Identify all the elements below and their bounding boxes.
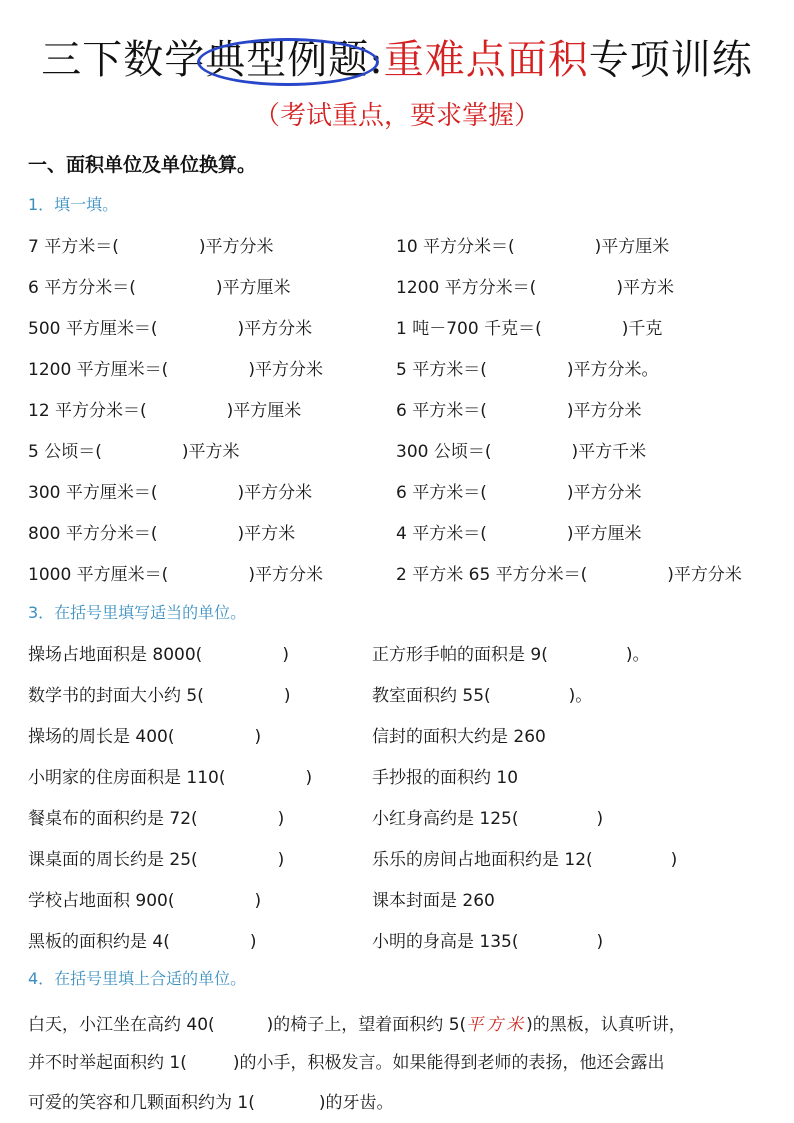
- question-text: 10 平方分米＝(: [396, 237, 515, 257]
- unit-text: ): [249, 932, 257, 952]
- title-part5: 专项训练: [588, 37, 753, 83]
- q1-row-right: [396, 314, 662, 339]
- q3-row-left: [28, 681, 291, 706]
- question-text: 1200 平方厘米＝(: [28, 360, 169, 380]
- q3-row-left: [28, 927, 257, 952]
- unit-text: )。: [568, 686, 593, 706]
- q1-row-right: [396, 355, 659, 380]
- question-text: 4 平方米＝(: [396, 524, 487, 544]
- unit-text: ): [283, 686, 291, 706]
- q3-row-right: [372, 640, 650, 665]
- q1-row-right: [396, 478, 642, 503]
- question-text: 操场占地面积是 8000(: [28, 645, 203, 665]
- question-text: 手抄报的面积约 10: [372, 768, 519, 788]
- unit-text: )平方分米: [248, 360, 323, 380]
- unit-text: )平方分米: [566, 483, 642, 503]
- q3-row-right: [372, 681, 592, 706]
- question-text: 小明的身高是 135(: [372, 932, 519, 952]
- question-text: 数学书的封面大小约 5(: [28, 686, 204, 706]
- question-text: 7 平方米＝(: [28, 237, 119, 257]
- unit-text: )平方厘米: [594, 237, 670, 257]
- title-highlight: 重难点面积: [383, 37, 589, 83]
- q3-row-right: [372, 927, 603, 952]
- unit-text: )平方厘米: [566, 524, 642, 544]
- q1-row-left: [28, 273, 291, 298]
- unit-text: )平方分米: [248, 565, 323, 585]
- unit-text: ): [596, 809, 604, 829]
- worksheet-title: [0, 30, 794, 90]
- question-text: 课本封面是 260: [372, 891, 495, 911]
- section-heading: 一、面积单位及单位换算。: [28, 154, 257, 176]
- unit-text: )平方米: [181, 442, 240, 462]
- question-4-line-1: 白天，小江坐在高约 40( )的椅子上，望着面积约 5(平方米)的黑板，认真听讲，: [28, 1015, 686, 1035]
- q1-row-right: [396, 560, 742, 585]
- unit-text: )平方分米: [237, 319, 313, 339]
- question-text: 信封的面积大约是 260: [372, 727, 546, 747]
- question-text: 12 平方分米＝(: [28, 401, 147, 421]
- question-text: 1200 平方分米＝(: [396, 278, 537, 298]
- q1-row-left: [28, 232, 274, 257]
- unit-text: )平方分米: [237, 483, 313, 503]
- question-text: 黑板的面积约是 4(: [28, 932, 170, 952]
- worksheet-subtitle: （考试重点，要求掌握）: [253, 101, 540, 131]
- handwritten-answer: 平方米: [466, 1015, 527, 1035]
- question-text: 1 吨－700 千克＝(: [396, 319, 542, 339]
- q1-row-right: [396, 437, 646, 462]
- question-text: 正方形手帕的面积是 9(: [372, 645, 548, 665]
- question-text: 小明家的住房面积是 110(: [28, 768, 226, 788]
- unit-text: )平方米: [616, 278, 674, 298]
- question-text: 教室面积约 55(: [372, 686, 491, 706]
- question-text: 餐桌布的面积约是 72(: [28, 809, 198, 829]
- unit-text: )平方米: [237, 524, 296, 544]
- q1-row-left: [28, 478, 312, 503]
- question-text: 小红身高约是 125(: [372, 809, 519, 829]
- unit-text: ): [277, 809, 285, 829]
- unit-text: )平方分米: [566, 401, 642, 421]
- q1-row-right: [396, 232, 669, 257]
- unit-text: ): [254, 727, 262, 747]
- q1-row-left: [28, 396, 301, 421]
- unit-text: ): [254, 891, 262, 911]
- q3-row-right: [372, 804, 603, 829]
- unit-text: )平方千米: [571, 442, 647, 462]
- q1-row-right: [396, 273, 674, 298]
- question-text: 2 平方米 65 平方分米＝(: [396, 565, 588, 585]
- question-text: 5 平方米＝(: [396, 360, 487, 380]
- title-colon: :: [369, 37, 384, 83]
- title-part1: 三下数学: [41, 37, 206, 83]
- question-text: 300 平方厘米＝(: [28, 483, 158, 503]
- q3-row-right: [372, 845, 677, 870]
- title-circled-text: 典型例题: [205, 30, 369, 90]
- question-3-label: 3．在括号里填写适当的单位。: [28, 603, 247, 622]
- unit-text: ): [277, 850, 285, 870]
- q3-row-left: [28, 845, 284, 870]
- question-text: 6 平方米＝(: [396, 401, 487, 421]
- unit-text: )平方分米: [667, 565, 742, 585]
- q3-row-left: [28, 763, 312, 788]
- q1-row-left: [28, 355, 323, 380]
- q1-row-left: [28, 560, 323, 585]
- q1-row-left: [28, 519, 295, 544]
- q1-row-right: [396, 519, 642, 544]
- question-text: 6 平方米＝(: [396, 483, 487, 503]
- question-text: 1000 平方厘米＝(: [28, 565, 169, 585]
- unit-text: )平方厘米: [226, 401, 302, 421]
- unit-text: ): [305, 768, 313, 788]
- unit-text: )。: [625, 645, 650, 665]
- question-text: 学校占地面积 900(: [28, 891, 175, 911]
- q3-row-left: [28, 804, 284, 829]
- question-text: 300 公顷＝(: [396, 442, 492, 462]
- question-text: 6 平方分米＝(: [28, 278, 136, 298]
- question-text: 课桌面的周长约是 25(: [28, 850, 198, 870]
- question-4-label: 4．在括号里填上合适的单位。: [28, 969, 247, 988]
- unit-text: )千克: [621, 319, 663, 339]
- question-text: 乐乐的房间占地面积约是 12(: [372, 850, 593, 870]
- q1-row-left: [28, 437, 240, 462]
- question-1-label: 1．填一填。: [28, 195, 119, 214]
- q3-row-left: [28, 722, 261, 747]
- question-text: 800 平方分米＝(: [28, 524, 158, 544]
- unit-text: ): [670, 850, 678, 870]
- unit-text: ): [282, 645, 289, 665]
- q3-row-right: [372, 886, 495, 911]
- unit-text: )平方分米: [198, 237, 274, 257]
- question-4-line-3: 可爱的笑容和几颗面积约为 1( )的牙齿。: [28, 1093, 394, 1113]
- question-text: 5 公顷＝(: [28, 442, 102, 462]
- q1-row-right: [396, 396, 642, 421]
- unit-text: )平方厘米: [215, 278, 291, 298]
- q3-row-left: [28, 640, 289, 665]
- q1-row-left: [28, 314, 312, 339]
- q3-row-right: [372, 763, 518, 788]
- question-4-line-2: 并不时举起面积约 1( )的小手，积极发言。如果能得到老师的表扬，他还会露出: [28, 1053, 665, 1073]
- unit-text: ): [596, 932, 604, 952]
- q3-row-right: [372, 722, 546, 747]
- q3-row-left: [28, 886, 261, 911]
- question-text: 500 平方厘米＝(: [28, 319, 158, 339]
- question-text: 操场的周长是 400(: [28, 727, 175, 747]
- unit-text: )平方分米。: [566, 360, 659, 380]
